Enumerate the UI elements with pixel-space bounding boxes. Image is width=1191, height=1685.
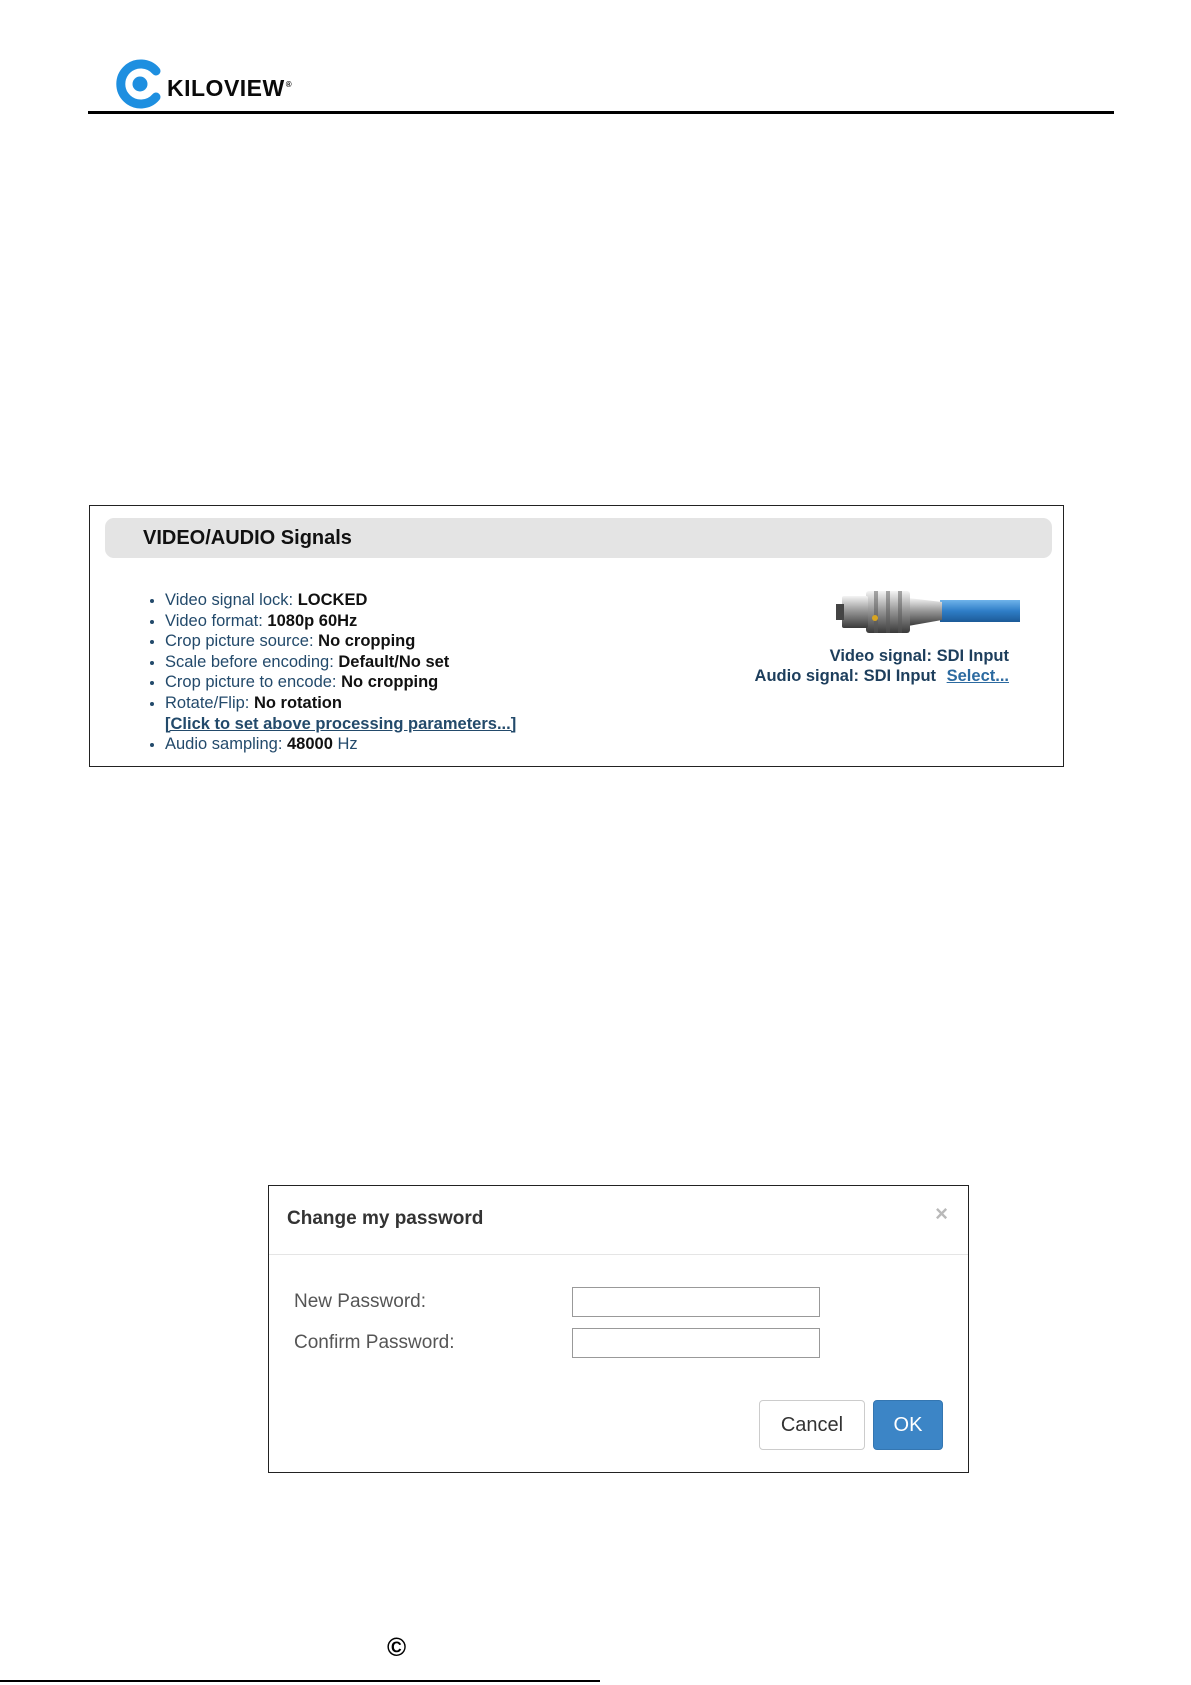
list-item-crop-encode: • Crop picture to encode: No cropping bbox=[165, 672, 516, 693]
list-item-rotate: • Rotate/Flip: No rotation [Click to set above processing parameters...] bbox=[165, 693, 516, 734]
kiloview-logo bbox=[115, 56, 292, 112]
new-password-label: New Password: bbox=[294, 1291, 426, 1312]
video-audio-signals-panel bbox=[89, 505, 1064, 767]
header-divider bbox=[88, 111, 1114, 114]
cancel-button[interactable]: Cancel bbox=[759, 1400, 865, 1450]
kiloview-logo-mark-icon bbox=[115, 59, 165, 109]
audio-signal-row bbox=[755, 667, 1009, 686]
brand-name: KILOVIEW® bbox=[167, 74, 293, 101]
list-item-video-format: • Video format: 1080p 60Hz bbox=[165, 611, 516, 632]
dialog-divider bbox=[269, 1254, 968, 1255]
copyright-symbol: © bbox=[387, 1632, 407, 1662]
page-header bbox=[0, 0, 1191, 120]
ok-button[interactable]: OK bbox=[873, 1400, 943, 1450]
list-item-audio-sampling: • Audio sampling: 48000 Hz bbox=[165, 734, 516, 755]
confirm-password-label: Confirm Password: bbox=[294, 1332, 455, 1353]
video-signal-text: Video signal: SDI Input bbox=[829, 647, 1009, 665]
footer-divider bbox=[0, 1680, 600, 1682]
close-icon[interactable]: × bbox=[935, 1201, 948, 1226]
sdi-bnc-connector-icon bbox=[830, 582, 1020, 642]
registered-mark: ® bbox=[285, 79, 293, 89]
list-item-video-lock: • Video signal lock: LOCKED bbox=[165, 590, 516, 611]
confirm-password-input[interactable] bbox=[572, 1328, 820, 1358]
panel-title: VIDEO/AUDIO Signals bbox=[143, 527, 352, 549]
new-password-input[interactable] bbox=[572, 1287, 820, 1317]
processing-parameters-link[interactable]: [Click to set above processing parameters...] bbox=[165, 714, 517, 733]
panel-title-bar bbox=[105, 518, 1052, 558]
dialog-title: Change my password bbox=[287, 1208, 484, 1229]
change-password-dialog bbox=[268, 1185, 969, 1473]
signal-status-list bbox=[145, 590, 516, 755]
audio-signal-text: Audio signal: SDI Input bbox=[754, 667, 937, 685]
list-item-crop-source: • Crop picture source: No cropping bbox=[165, 631, 516, 652]
select-signal-link[interactable]: Select... bbox=[946, 667, 1009, 685]
list-item-scale: • Scale before encoding: Default/No set bbox=[165, 652, 516, 673]
